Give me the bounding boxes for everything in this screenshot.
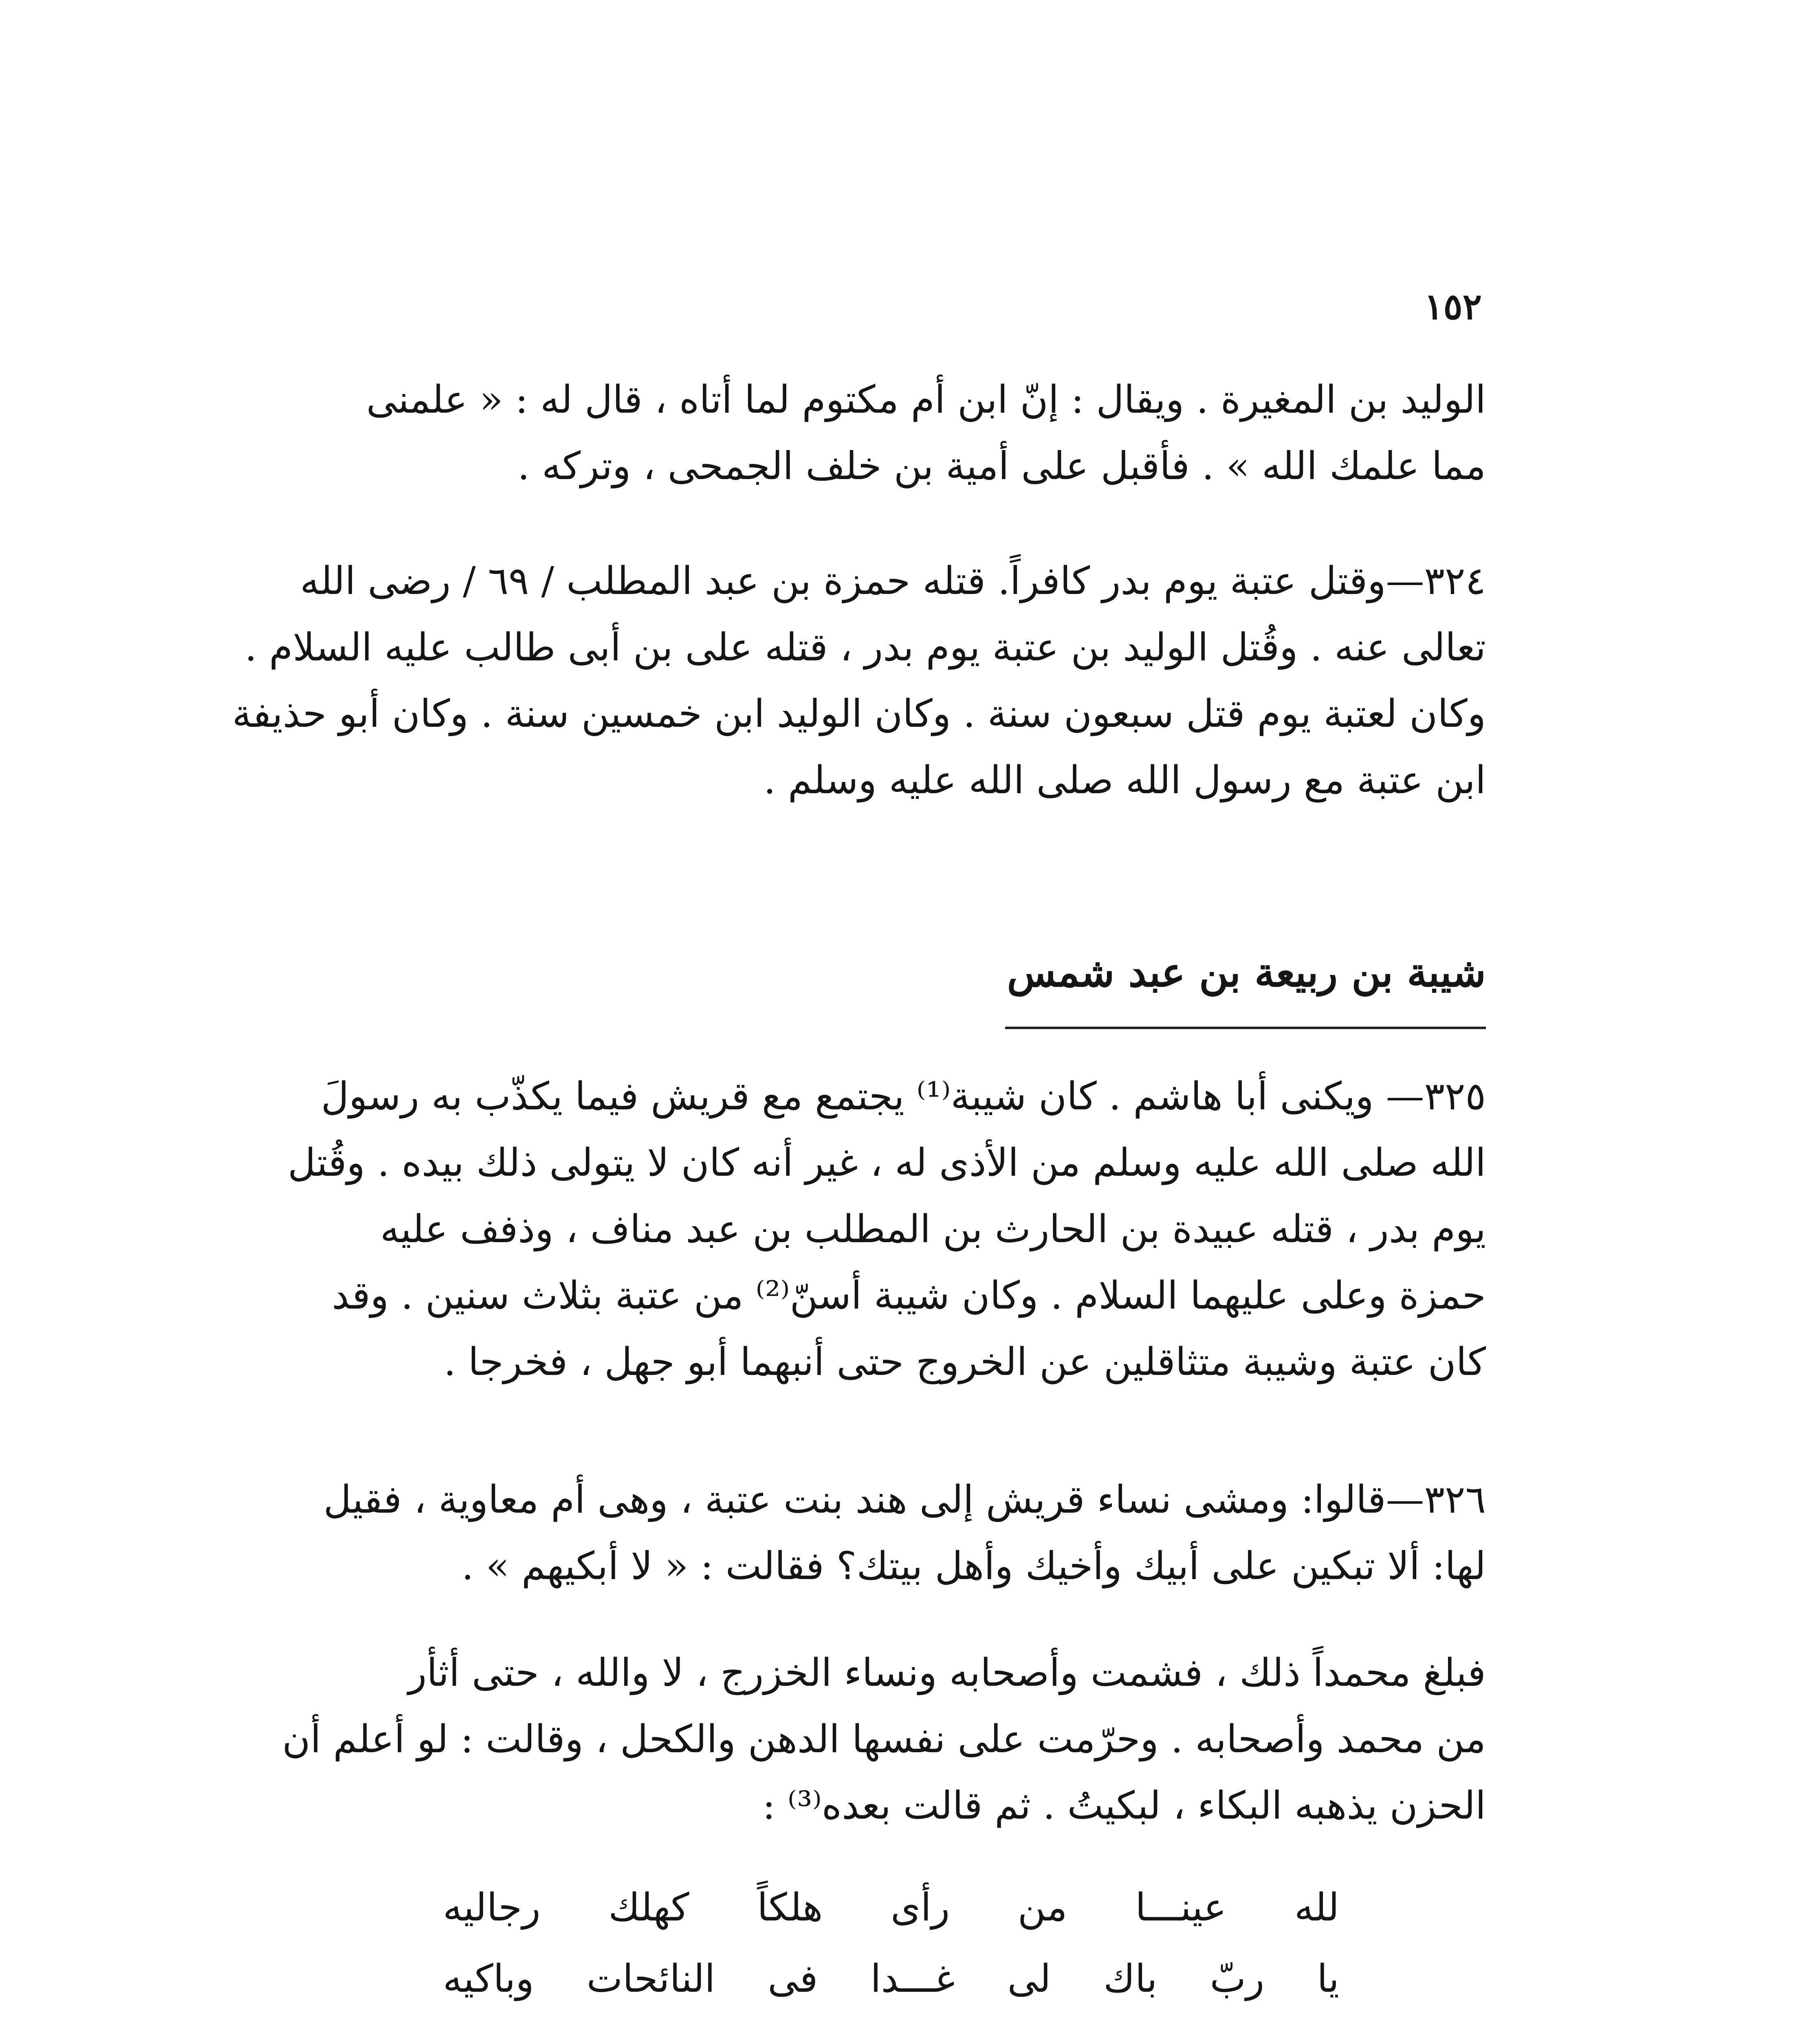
verse-word: لله bbox=[1294, 1885, 1339, 1930]
verse-line bbox=[443, 1943, 1339, 2015]
text-line: فبلغ محمداً ذلك ، فشمت وأصحابه ونساء الخزرج ، لا والله ، حتى أثأر bbox=[408, 1651, 1486, 1695]
text-line: الله صلى الله عليه وسلم من الأذى له ، غير أنه كان لا يتولى ذلك بيده . وقُتل bbox=[288, 1141, 1486, 1185]
verse-word: غـــدا bbox=[870, 1957, 955, 2001]
paragraph-324 bbox=[232, 548, 1486, 814]
text-line: الحزن يذهبه البكاء ، لبكيتُ . ثم قالت بعده⁽³⁾ : bbox=[762, 1784, 1486, 1828]
heading-underline bbox=[1005, 1027, 1486, 1029]
paragraph-continuation bbox=[321, 367, 1486, 499]
verse-word: وباكيه bbox=[443, 1957, 534, 2001]
verse-word: رأى bbox=[891, 1885, 950, 1930]
verse-word: عينـــا bbox=[1135, 1885, 1227, 1930]
text-line: ابن عتبة مع رسول الله صلى الله عليه وسلم . bbox=[764, 758, 1486, 803]
text-line: من محمد وأصحابه . وحرّمت على نفسها الدهن والكحل ، وقالت : لو أعلم أن bbox=[282, 1717, 1486, 1762]
verse-word: من bbox=[1017, 1885, 1067, 1930]
text-line: لها: ألا تبكين على أبيك وأخيك وأهل بيتك؟ فقالت : « لا أبكيهم » . bbox=[461, 1544, 1486, 1588]
text-line: مما علمك الله » . فأقبل على أمية بن خلف الجمحى ، وتركه . bbox=[517, 444, 1486, 488]
text-line: يوم بدر ، قتله عبيدة بن الحارث بن المطلب بن عبد مناف ، وذفف عليه bbox=[380, 1207, 1486, 1252]
verse-word: النائحات bbox=[586, 1957, 715, 2001]
text-line: وكان لعتبة يوم قتل سبعون سنة . وكان الوليد ابن خمسين سنة . وكان أبو حذيفة bbox=[232, 692, 1486, 736]
text-line: تعالى عنه . وقُتل الوليد بن عتبة يوم بدر ، قتله على بن أبى طالب عليه السلام . bbox=[244, 625, 1486, 670]
verse-word: هلكاً bbox=[757, 1885, 823, 1930]
paragraph-326 bbox=[321, 1467, 1486, 1599]
verse-word: لى bbox=[1007, 1957, 1051, 2001]
text-line: الوليد بن المغيرة . ويقال : إنّ ابن أم مكتوم لما أتاه ، قال له : « علمنى bbox=[366, 378, 1486, 422]
page-number: ١٥٢ bbox=[1424, 285, 1482, 328]
text-line: ٣٢٥— ويكنى أبا هاشم . كان شيبة⁽¹⁾ يجتمع مع قريش فيما يكذّب به رسولَ bbox=[321, 1074, 1486, 1119]
verse-word: رجاليه bbox=[443, 1885, 541, 1930]
verse-word: كهلك bbox=[608, 1885, 689, 1930]
text-line: كان عتبة وشيبة متثاقلين عن الخروج حتى أنبهما أبو جهل ، فخرجا . bbox=[444, 1340, 1486, 1384]
verse-word: ربّ bbox=[1210, 1957, 1265, 2001]
verse-word: باك bbox=[1103, 1957, 1158, 2001]
text-line: حمزة وعلى عليهما السلام . وكان شيبة أسنّ⁽²⁾ من عتبة بثلاث سنين . وقد bbox=[332, 1274, 1486, 1318]
poem bbox=[443, 1872, 1339, 2015]
verse-word: فى bbox=[768, 1957, 818, 2001]
text-line: ٣٢٤—وقتل عتبة يوم بدر كافراً. قتله حمزة بن عبد المطلب / ٦٩ / رضى الله bbox=[300, 559, 1486, 603]
text-line: ٣٢٦—قالوا: ومشى نساء قريش إلى هند بنت عتبة ، وهى أم معاوية ، فقيل bbox=[323, 1478, 1486, 1522]
paragraph-continued bbox=[282, 1640, 1486, 1839]
section-heading: شيبة بن ربيعة بن عبد شمس bbox=[1007, 949, 1486, 996]
verse-line bbox=[443, 1872, 1339, 1943]
verse-word: يا bbox=[1317, 1957, 1339, 2001]
paragraph-325 bbox=[288, 1063, 1486, 1395]
